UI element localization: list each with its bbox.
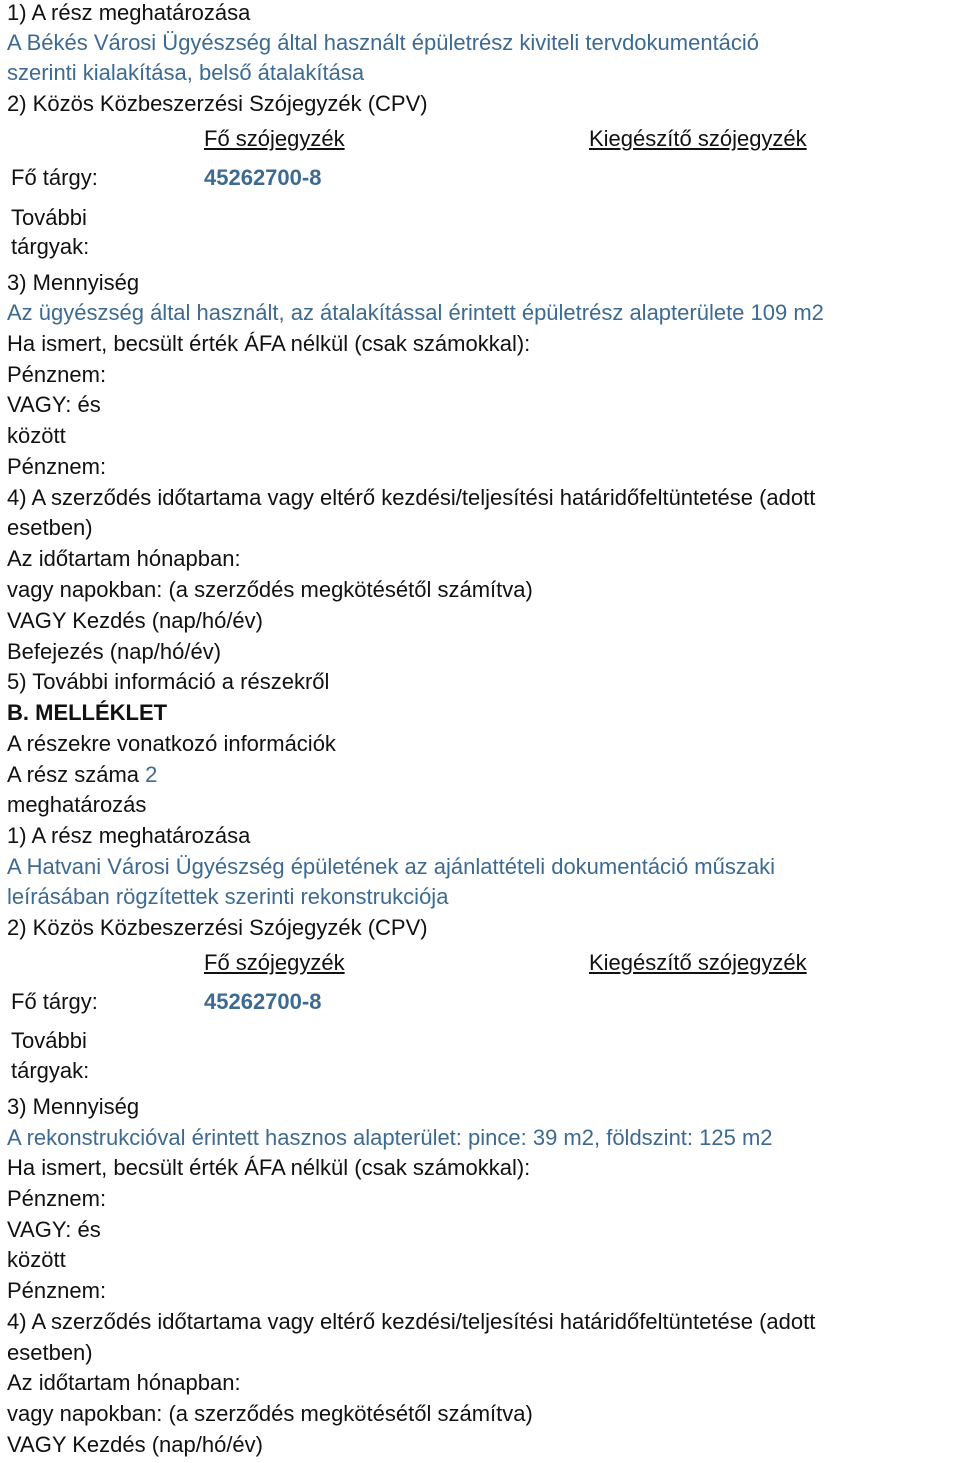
part-description: A Békés Városi Ügyészség által használt épületrész kiviteli tervdokumentáció <box>7 30 760 55</box>
definition-label: meghatározás <box>7 792 147 817</box>
part-description: leírásában rögzítettek szerinti rekonstrukciója <box>7 884 449 909</box>
quantity-text: Az ügyészség által használt, az átalakítással érintett épületrész alapterülete 109 m2 <box>7 300 824 325</box>
or-and-label: VAGY: és <box>7 392 101 417</box>
currency-label: Pénznem: <box>7 1186 107 1211</box>
supplementary-vocabulary-header: Kiegészítő szójegyzék <box>589 126 807 151</box>
duration-heading: 4) A szerződés időtartama vagy eltérő kezdési/teljesítési határidőfeltüntetése (adott <box>7 485 816 510</box>
currency-label: Pénznem: <box>7 362 107 387</box>
quantity-text: A rekonstrukcióval érintett hasznos alapterület: pince: 39 m2, földszint: 125 m2 <box>7 1125 773 1150</box>
part-number-label: A rész száma <box>7 762 140 787</box>
other-subjects-label: tárgyak: <box>11 234 90 259</box>
part-number-row <box>7 762 157 788</box>
duration-days-label: vagy napokban: (a szerződés megkötésétől számítva) <box>7 1401 533 1426</box>
start-date-label: VAGY Kezdés (nap/hó/év) <box>7 608 263 633</box>
part-number-value: 2 <box>145 762 158 787</box>
main-subject-code: 45262700-8 <box>204 165 322 190</box>
cpv-heading: 2) Közös Közbeszerzési Szójegyzék (CPV) <box>7 915 428 940</box>
main-vocabulary-header: Fő szójegyzék <box>204 950 345 975</box>
estimated-value-label: Ha ismert, becsült érték ÁFA nélkül (csak számokkal): <box>7 331 531 356</box>
duration-months-label: Az időtartam hónapban: <box>7 546 241 571</box>
main-vocabulary-header: Fő szójegyzék <box>204 126 345 151</box>
duration-months-label: Az időtartam hónapban: <box>7 1370 241 1395</box>
start-date-label: VAGY Kezdés (nap/hó/év) <box>7 1432 263 1457</box>
main-subject-code: 45262700-8 <box>204 989 322 1014</box>
duration-heading: esetben) <box>7 515 93 540</box>
between-label: között <box>7 1247 66 1272</box>
supplementary-vocabulary-header: Kiegészítő szójegyzék <box>589 950 807 975</box>
main-subject-label: Fő tárgy: <box>11 165 98 190</box>
other-subjects-label: További <box>11 205 87 230</box>
annex-subtitle: A részekre vonatkozó információk <box>7 731 336 756</box>
further-info-label: 5) További információ a részekről <box>7 669 330 694</box>
quantity-heading: 3) Mennyiség <box>7 1094 140 1119</box>
duration-heading: esetben) <box>7 1340 93 1365</box>
currency-label: Pénznem: <box>7 454 107 479</box>
currency-label: Pénznem: <box>7 1278 107 1303</box>
part-heading: 1) A rész meghatározása <box>7 0 251 25</box>
part-heading: 1) A rész meghatározása <box>7 823 251 848</box>
other-subjects-label: tárgyak: <box>11 1058 90 1083</box>
other-subjects-label: További <box>11 1028 87 1053</box>
between-label: között <box>7 423 66 448</box>
part-description: szerinti kialakítása, belső átalakítása <box>7 60 365 85</box>
annex-title: B. MELLÉKLET <box>7 700 168 725</box>
main-subject-label: Fő tárgy: <box>11 989 98 1014</box>
end-date-label: Befejezés (nap/hó/év) <box>7 639 222 664</box>
cpv-heading: 2) Közös Közbeszerzési Szójegyzék (CPV) <box>7 91 428 116</box>
part-description: A Hatvani Városi Ügyészség épületének az ajánlattételi dokumentáció műszaki <box>7 854 775 879</box>
or-and-label: VAGY: és <box>7 1217 101 1242</box>
estimated-value-label: Ha ismert, becsült érték ÁFA nélkül (csak számokkal): <box>7 1155 531 1180</box>
quantity-heading: 3) Mennyiség <box>7 270 140 295</box>
duration-days-label: vagy napokban: (a szerződés megkötésétől számítva) <box>7 577 533 602</box>
duration-heading: 4) A szerződés időtartama vagy eltérő kezdési/teljesítési határidőfeltüntetése (adott <box>7 1309 816 1334</box>
